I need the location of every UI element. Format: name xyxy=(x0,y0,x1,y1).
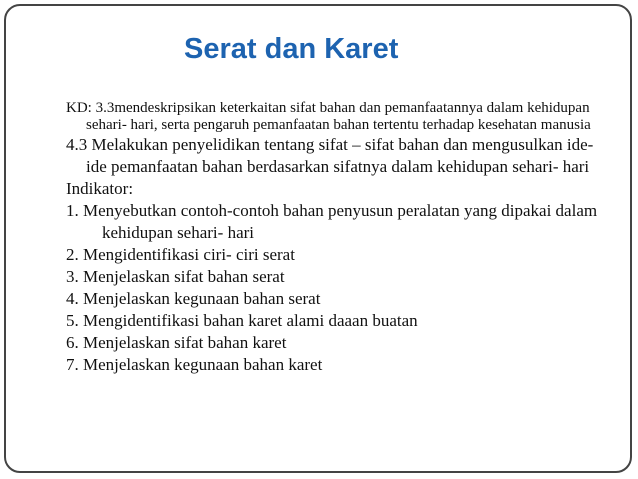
indikator-label: Indikator: xyxy=(66,179,134,198)
slide-body xyxy=(66,100,606,376)
kd-3-3-text: KD: 3.3mendeskripsikan keterkaitan sifat bahan dan pemanfaatannya dalam kehidupan sehari- hari, serta pengaruh pemanfaatan bahan tertentu terhadap kesehatan manusia xyxy=(66,100,591,133)
slide-title: Serat dan Karet xyxy=(184,33,399,65)
indikator-item: 3. Menjelaskan sifat bahan serat xyxy=(66,267,285,286)
indikator-item: 7. Menjelaskan kegunaan bahan karet xyxy=(66,355,323,374)
indikator-item: 2. Mengidentifikasi ciri- ciri serat xyxy=(66,245,295,264)
indikator-item: 6. Menjelaskan sifat bahan karet xyxy=(66,333,287,352)
indikator-item: 4. Menjelaskan kegunaan bahan serat xyxy=(66,289,321,308)
indikator-item: 1. Menyebutkan contoh-contoh bahan penyusun peralatan yang dipakai dalam kehidupan sehari- hari xyxy=(66,201,598,242)
kd-4-3-text: 4.3 Melakukan penyelidikan tentang sifat – sifat bahan dan mengusulkan ide- ide pemanfaatan bahan berdasarkan sifatnya dalam kehidupan sehari- hari xyxy=(66,135,594,176)
indikator-item: 5. Mengidentifikasi bahan karet alami daaan buatan xyxy=(66,311,418,330)
